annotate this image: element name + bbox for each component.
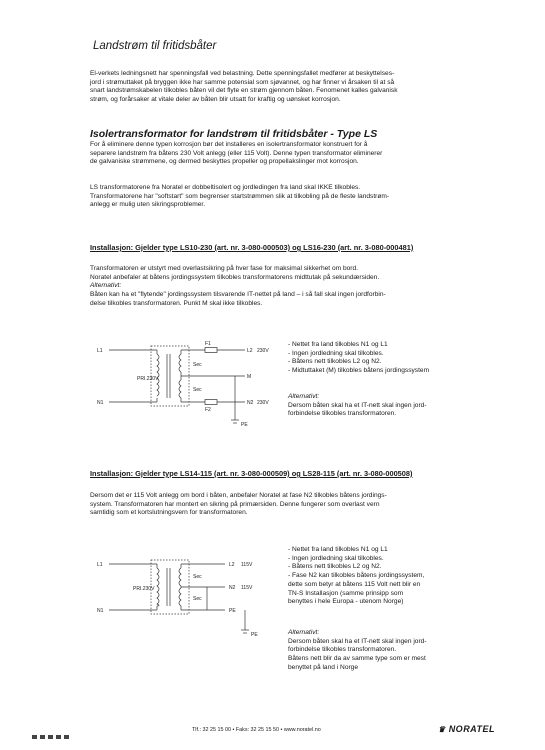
page-title: Landstrøm til fritidsbåter	[93, 40, 217, 52]
footer-contact: Tlf.: 32 25 15 00 • Faks: 32 25 15 50 • www.noratel.no	[192, 727, 321, 733]
install1-list: - Nettet fra land tilkobles N1 og L1 - Ingen jordledning skal tilkobles. - Båtens nett tilkobles L2 og N2. - Midtuttaket (M) tilkobles båtens jordingssystem	[288, 341, 430, 375]
diagram1-label-v1: 230V	[257, 348, 269, 354]
install1-paragraph: Transformatoren er utstyrt med overlastsikring på hver fase for maksimal sikkerhet om bord. Noratel anbefaler at båtens jordingssystem tilkobles transformatorens midttutak på sekundærsiden. Alternativt: Båten kan ha et "flytende" jordingssystem tilsvarende IT-nettet på land – i så fall skal ingen jordforbin- delse tilkobles transformatoren. Punkt M skal ikke tilkobles.	[90, 265, 386, 307]
section-paragraph-1: For å eliminere denne typen korrosjon bør det installeres en isolertransformator konstruert for å separere landstrøm fra båtens 230 Volt anlegg (eller 115 Volt). Denne typen transformator eliminerer de galvaniske strømmene, og dermed beskyttes propeller og propellakslinger mot korrosjon.	[90, 141, 383, 166]
diagram1-label-n2: N2	[247, 400, 254, 406]
install2-paragraph: Dersom det er 115 Volt anlegg om bord i båten, anbefaler Noratel at fase N2 tilkobles båtens jordings- system. Transformatoren har montert en sikring på primærsiden. Denne fungerer som overlast vern samtidig som et kortslutningsvern for transformatoren.	[90, 492, 387, 517]
diagram1-label-v2: 230V	[257, 400, 269, 406]
diagram1-label-l2: L2	[247, 348, 253, 354]
diagram2-label-pe: PE	[229, 608, 236, 614]
diagram1-label-f1: F1	[205, 341, 211, 347]
diagram1-label-n1: N1	[97, 400, 104, 406]
diagram1-label-sec1: Sec	[193, 362, 202, 368]
diagram1-label-l1: L1	[97, 348, 103, 354]
section-paragraph-2: LS transformatorene fra Noratel er dobbeltisolert og jordledingen fra land skal IKKE tilkobles. Transformatorene har "softstart" som begrenser startstrømmen slik at tilkobling på de fleste landstrøm- anlegg er mulig uten sikringsproblemer.	[90, 184, 390, 209]
diagram2-label-prim: PRI.230V	[133, 586, 155, 592]
section-title: Isolertransformator for landstrøm til fritidsbåter - Type LS	[90, 128, 378, 140]
install1-alternative: Alternativt: Dersom båten skal ha et IT-nett skal ingen jord- forbindelse tilkobles transformatoren.	[288, 393, 427, 418]
intro-paragraph: El-verkets ledningsnett har spenningsfall ved belastning. Dette spenningsfallet medfører at beskyttelses- jord i strømuttaket på bryggen ikke har samme potensial som sjøvannet, og har finner vi årsaken til at så snart landstrømskabelen tilkobles båten vil det flyte en strøm gjennom båten. Fenomenet kalles galvanisk strøm, og forårsaker at vitale deler av båten blir utsatt for kraftig og uønsket korrosjon.	[90, 70, 398, 104]
diagram1-label-m: M	[247, 374, 252, 380]
wiring-diagram-1	[95, 336, 285, 428]
diagram2-label-l1: L1	[97, 562, 103, 568]
diagram1-label-pe: PE	[241, 422, 248, 428]
install2-alternative: Alternativt: Dersom båten skal ha et IT-nett skal ingen jord- forbindelse tilkobles transformatoren. Båtens nett blir da av samme type som er mest benyttet på land i Norge	[288, 629, 427, 671]
diagram2-label-l2: L2	[229, 562, 235, 568]
diagram2-label-sec1: Sec	[193, 574, 202, 580]
footer-squares	[32, 735, 69, 739]
diagram2-label-v1: 115V	[241, 562, 253, 568]
diagram1-label-prim: PRI.230V	[137, 376, 159, 382]
diagram2-label-v2: 115V	[241, 585, 253, 591]
crown-icon: ♛	[438, 725, 446, 734]
install1-heading: Installasjon: Gjelder type LS10-230 (art. nr. 3-080-000503) og LS16-230 (art. nr. 3-080-000481)	[90, 243, 414, 252]
diagram2-label-pe2: PE	[251, 632, 258, 638]
wiring-diagram-2	[95, 550, 285, 642]
diagram2-label-n2: N2	[229, 585, 236, 591]
diagram2-label-n1: N1	[97, 608, 104, 614]
footer-brand-logo	[438, 724, 495, 734]
diagram1-label-f2: F2	[205, 407, 211, 413]
install2-list: - Nettet fra land tilkobles N1 og L1 - Ingen jordledning skal tilkobles. - Båtens nett tilkobles L2 og N2. - Fase N2 kan tilkobles båtens jordingssystem, dette som betyr at båtens 115 Volt nett blir en TN-S Installasjon (samme prinsipp som benyttes i hele Europa - utenom Norge)	[288, 546, 425, 606]
install2-heading: Installasjon: Gjelder type LS14-115 (art. nr. 3-080-000509) og LS28-115 (art. nr. 3-080-000508)	[90, 469, 413, 478]
brand-name: NORATEL	[448, 724, 496, 734]
diagram1-label-sec2: Sec	[193, 387, 202, 393]
diagram2-label-sec2: Sec	[193, 596, 202, 602]
